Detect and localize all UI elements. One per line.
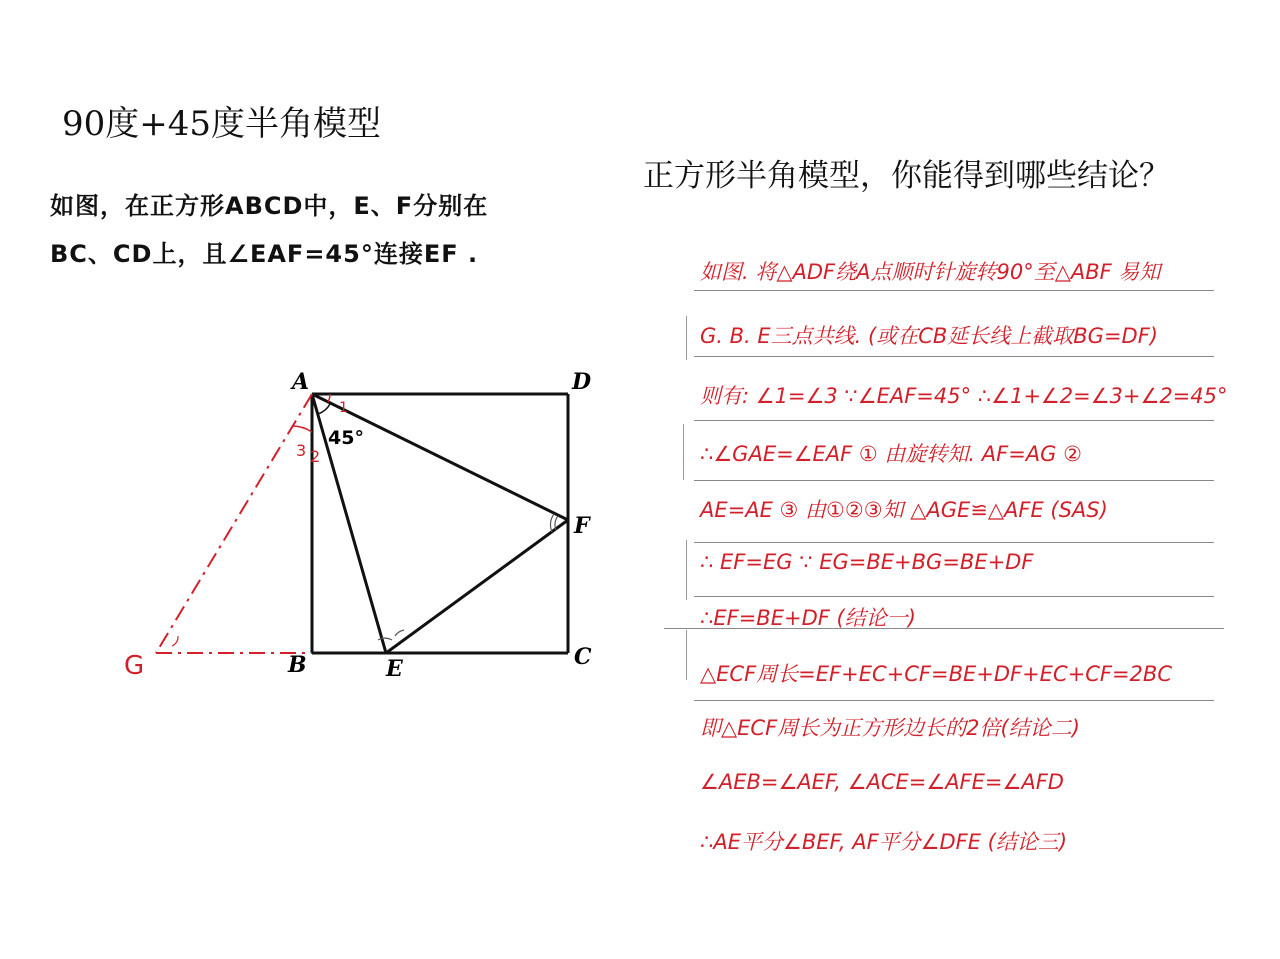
problem-line-2: BC、CD上，且∠EAF=45°连接EF . — [50, 240, 479, 268]
note-line-4: ∴∠GAE=∠EAF ① 由旋转知. AF=AG ② — [700, 442, 1082, 466]
note-line-3: 则有: ∠1=∠3 ∵∠EAF=45° ∴∠1+∠2=∠3+∠2=45° — [700, 384, 1228, 408]
note-line-9: 即△ECF周长为正方形边长的2倍(结论二) — [700, 716, 1080, 740]
note-line-2: G. B. E三点共线. (或在CB延长线上截取BG=DF) — [700, 324, 1158, 348]
segment-AG — [156, 394, 312, 653]
note-line-10: ∠AEB=∠AEF, ∠ACE=∠AFE=∠AFD — [700, 770, 1064, 794]
arc-angle-3 — [292, 426, 312, 432]
label-angle-45: 45° — [328, 427, 364, 449]
notes-margin-rule-3 — [686, 540, 687, 600]
notes-rule — [694, 700, 1214, 701]
arc-E-2 — [395, 630, 404, 636]
segment-AF — [312, 394, 568, 520]
arc-E-1 — [378, 638, 392, 640]
right-heading: 正方形半角模型，你能得到哪些结论？ — [643, 158, 1170, 194]
label-A: A — [292, 369, 310, 395]
label-angle-3: 3 — [296, 441, 307, 460]
notes-rule — [694, 356, 1214, 357]
note-line-6: ∴ EF=EG ∵ EG=BE+BG=BE+DF — [700, 550, 1034, 574]
note-line-1: 如图. 将△ADF绕A点顺时针旋转90°至△ABF 易知 — [700, 260, 1161, 284]
problem-line-1: 如图，在正方形ABCD中，E、F分别在 — [50, 192, 489, 220]
label-C: C — [574, 644, 592, 670]
note-line-5: AE=AE ③ 由①②③知 △AGE≌△AFE (SAS) — [700, 498, 1108, 522]
page-title: 90度+45度半角模型 — [62, 104, 382, 144]
segment-EF — [386, 520, 568, 653]
notes-rule — [694, 290, 1214, 291]
note-line-7: ∴EF=BE+DF (结论一) — [700, 606, 916, 630]
notes-rule — [694, 542, 1214, 543]
label-B: B — [288, 652, 307, 678]
notes-margin-rule-1 — [686, 316, 687, 360]
label-E: E — [386, 656, 403, 682]
arc-angle-45 — [318, 404, 330, 414]
notes-rule — [694, 480, 1214, 481]
notes-margin-rule-4 — [686, 630, 687, 680]
note-line-11: ∴AE平分∠BEF, AF平分∠DFE (结论三) — [700, 830, 1068, 854]
label-D: D — [572, 369, 592, 395]
notes-rule — [694, 420, 1214, 421]
label-G: G — [124, 651, 145, 681]
notes-rule — [694, 596, 1214, 597]
label-F: F — [574, 513, 590, 539]
label-angle-2: 2 — [310, 447, 321, 466]
note-line-8: △ECF周长=EF+EC+CF=BE+DF+EC+CF=2BC — [700, 662, 1172, 686]
label-angle-1: 1 — [339, 400, 348, 416]
notes-margin-rule-2 — [683, 424, 684, 480]
arc-G — [172, 636, 178, 646]
